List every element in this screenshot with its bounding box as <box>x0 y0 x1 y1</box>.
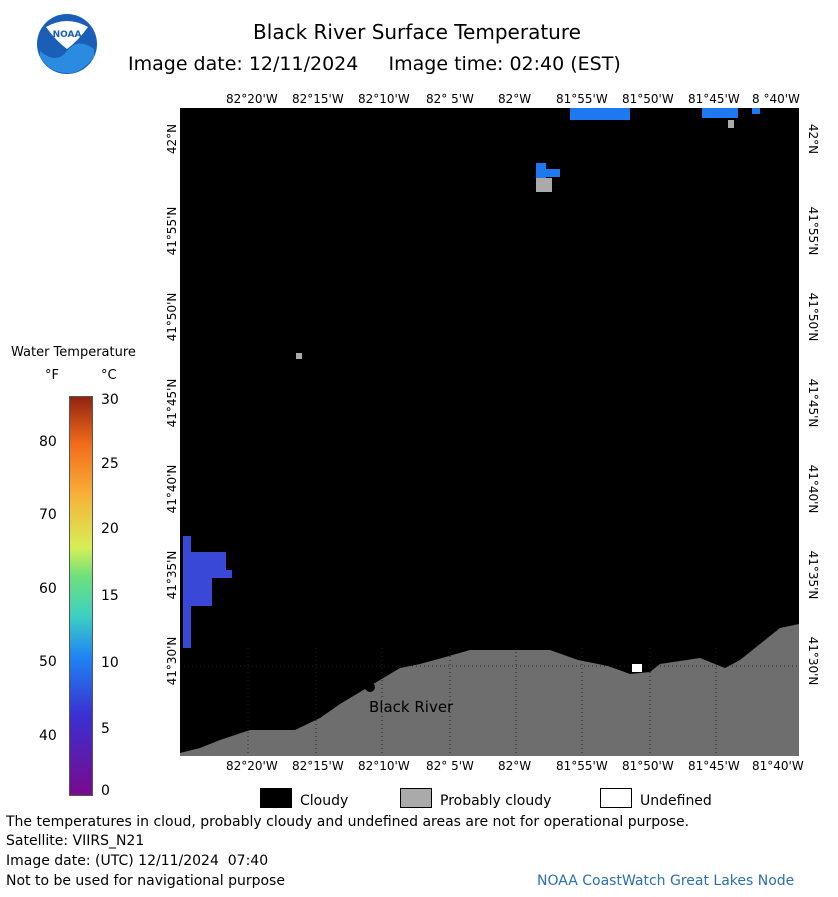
lon-label-top: 82°20'W <box>226 92 278 106</box>
c-tick: 10 <box>101 655 119 671</box>
lon-label-bottom: 81°50'W <box>622 759 674 773</box>
unit-fahrenheit: °F <box>45 368 59 383</box>
lat-label-right: 41°35'N <box>806 550 820 600</box>
lat-label-right: 41°40'N <box>806 464 820 514</box>
disclaimer-text: The temperatures in cloud, probably cloudy and undefined areas are not for operational purpose. <box>6 814 690 830</box>
map-area[interactable] <box>180 108 799 756</box>
lat-label-right: 41°45'N <box>806 378 820 428</box>
lon-label-bottom: 81°45'W <box>688 759 740 773</box>
image-date-time: Image date: 12/11/2024 Image time: 02:40 (EST) <box>128 53 621 75</box>
lat-label-right: 41°30'N <box>806 636 820 686</box>
lon-label-top: 82°W <box>498 92 532 106</box>
water-temperature-left <box>183 536 232 648</box>
lat-label-left: 41°50'N <box>165 292 179 342</box>
credit-link[interactable]: NOAA CoastWatch Great Lakes Node <box>537 873 795 889</box>
lon-label-bottom: 82° 5'W <box>426 759 474 773</box>
lat-label-left: 41°55'N <box>165 206 179 256</box>
undefined-patch <box>632 664 642 672</box>
colorbar-outline <box>69 396 93 796</box>
lon-label-top: 81°55'W <box>556 92 608 106</box>
f-tick: 40 <box>39 728 57 744</box>
c-tick: 5 <box>101 721 110 737</box>
black-river-marker <box>365 682 375 692</box>
f-tick: 60 <box>39 581 57 597</box>
lon-label-top: 82° 5'W <box>426 92 474 106</box>
lon-label-top: 82°15'W <box>292 92 344 106</box>
lon-label-bottom: 82°W <box>498 759 532 773</box>
lat-label-left: 41°35'N <box>165 550 179 600</box>
lat-label-right: 41°55'N <box>806 206 820 256</box>
page-title: Black River Surface Temperature <box>253 20 581 44</box>
lat-label-left: 41°30'N <box>165 636 179 686</box>
black-river-label: Black River <box>369 698 454 716</box>
unit-celsius: °C <box>101 368 117 383</box>
noaa-logo-text: NOAA <box>52 30 82 40</box>
legend-undefined-label: Undefined <box>640 793 712 809</box>
c-tick: 20 <box>101 521 119 537</box>
legend-probably-cloudy-label: Probably cloudy <box>440 793 552 809</box>
f-tick: 80 <box>39 434 57 450</box>
f-tick: 50 <box>39 654 57 670</box>
lon-label-bottom: 82°10'W <box>358 759 410 773</box>
lon-label-top: 8 °40'W <box>752 92 800 106</box>
legend-undefined-swatch <box>600 788 632 808</box>
land-area <box>180 624 799 756</box>
legend-cloudy-label: Cloudy <box>300 793 349 809</box>
lat-label-right: 42°N <box>806 123 820 155</box>
utc-date-text: Image date: (UTC) 12/11/2024 07:40 <box>6 853 269 869</box>
lon-label-bottom: 81°55'W <box>556 759 608 773</box>
f-tick: 70 <box>39 507 57 523</box>
c-tick: 30 <box>101 392 119 408</box>
lat-label-right: 41°50'N <box>806 292 820 342</box>
legend-probably-cloudy-swatch <box>400 788 432 808</box>
legend-cloudy-swatch <box>260 788 292 808</box>
lon-label-bottom: 82°20'W <box>226 759 278 773</box>
colorbar-title: Water Temperature <box>11 345 136 360</box>
lon-label-bottom: 82°15'W <box>292 759 344 773</box>
c-tick: 25 <box>101 456 119 472</box>
lat-label-left: 41°45'N <box>165 378 179 428</box>
lon-label-bottom: 81°40'W <box>752 759 804 773</box>
lon-label-top: 81°45'W <box>688 92 740 106</box>
probably-cloudy-cells <box>296 120 734 359</box>
navigation-note: Not to be used for navigational purpose <box>6 873 285 889</box>
lon-label-top: 81°50'W <box>622 92 674 106</box>
c-tick: 15 <box>101 588 119 604</box>
lon-label-top: 82°10'W <box>358 92 410 106</box>
lat-label-left: 42°N <box>165 123 179 155</box>
c-tick: 0 <box>101 783 110 799</box>
water-temperature-top <box>536 108 760 187</box>
satellite-text: Satellite: VIIRS_N21 <box>6 833 145 849</box>
lat-label-left: 41°40'N <box>165 464 179 514</box>
